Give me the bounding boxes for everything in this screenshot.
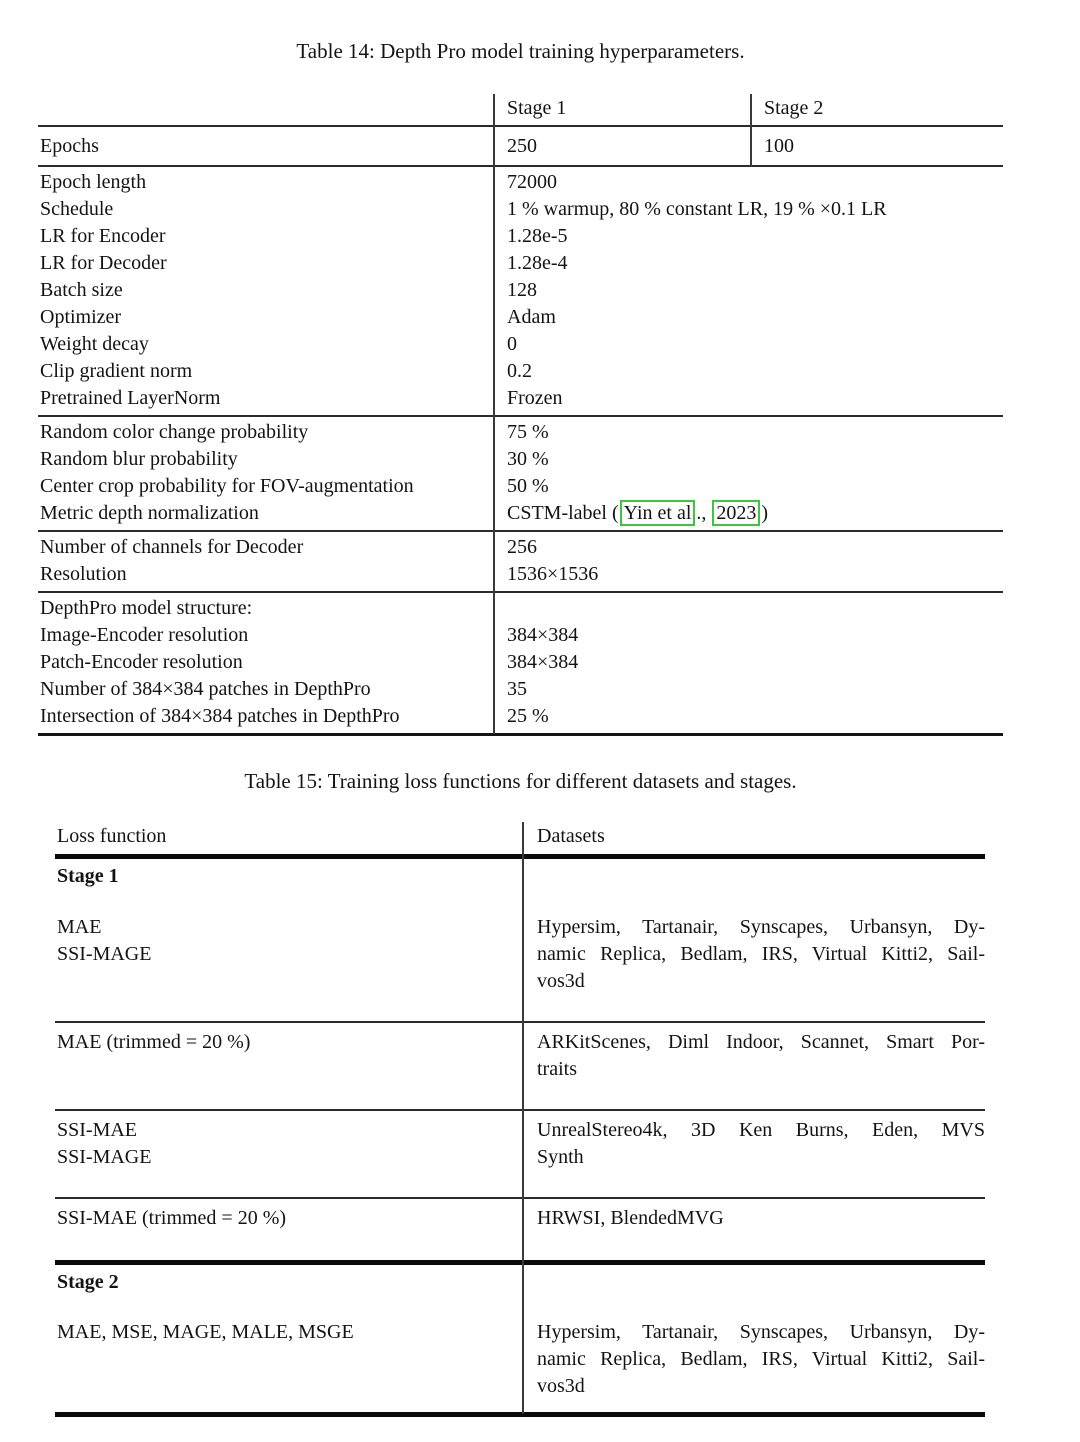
row-value-stage1: 250 [507, 134, 537, 157]
loss-cell [55, 1117, 522, 1171]
column-header-stage2: Stage 2 [764, 97, 824, 119]
column-divider [522, 822, 524, 1414]
loss-line: SSI-MAGE [57, 942, 152, 965]
dataset-line: namic Replica, Bedlam, IRS, Virtual Kitti2, Sail- [537, 1347, 985, 1370]
row-value: 0 [507, 333, 517, 355]
augmentation-block [38, 417, 1003, 530]
row-value: 384×384 [507, 651, 579, 673]
column-header-stage1: Stage 1 [507, 97, 567, 119]
stage1-section-header: Stage 1 [57, 864, 119, 887]
loss-line: MAE, MSE, MAGE, MALE, MSGE [57, 1320, 354, 1343]
row-value: 1536×1536 [507, 563, 599, 585]
row-label: Patch-Encoder resolution [40, 651, 243, 673]
row-label: Image-Encoder resolution [40, 624, 249, 646]
table-row [38, 277, 1003, 304]
row-value-stage2: 100 [764, 134, 794, 157]
stage2-section-header: Stage 2 [57, 1270, 119, 1293]
row-value: Frozen [507, 387, 563, 409]
row-value: 384×384 [507, 624, 579, 646]
citation-suffix: ) [761, 502, 769, 524]
table-row [38, 500, 1003, 527]
table-row [38, 473, 1003, 500]
loss-line: SSI-MAE [57, 1118, 138, 1141]
row-value: 30 % [507, 448, 549, 470]
citation-prefix: CSTM-label ( [507, 502, 619, 524]
dataset-line: Synth [537, 1145, 584, 1168]
decoder-block [38, 532, 1003, 591]
row-value: 35 [507, 678, 527, 700]
loss-line: SSI-MAE (trimmed = 20 %) [57, 1206, 287, 1229]
row-label: Batch size [40, 279, 123, 301]
row-label: Number of 384×384 patches in DepthPro [40, 678, 371, 700]
row-label: Intersection of 384×384 patches in DepthPro [40, 705, 400, 727]
dataset-line: Hypersim, Tartanair, Synscapes, Urbansyn, Dy- [537, 1320, 985, 1343]
row-value: 1 % warmup, 80 % constant LR, 19 % ×0.1 LR [507, 198, 887, 220]
dataset-line: namic Replica, Bedlam, IRS, Virtual Kitti2, Sail- [537, 942, 985, 965]
column-header-loss: Loss function [57, 825, 167, 847]
table-row [38, 223, 1003, 250]
table-row [55, 1315, 985, 1412]
dataset-line: vos3d [537, 1374, 585, 1397]
row-label: Schedule [40, 198, 114, 220]
dataset-line: vos3d [537, 969, 585, 992]
table-row [55, 909, 985, 1021]
row-label: Metric depth normalization [40, 502, 259, 524]
row-label: Number of channels for Decoder [40, 536, 304, 558]
table-row [38, 250, 1003, 277]
row-value [493, 595, 1003, 622]
row-value: 1.28e-4 [507, 252, 568, 274]
table-row [38, 676, 1003, 703]
row-value: Adam [507, 306, 556, 328]
table15 [55, 820, 985, 1417]
table-row [55, 1111, 985, 1197]
datasets-cell [522, 914, 985, 995]
table14-caption: Table 14: Depth Pro model training hyperparameters. [296, 39, 745, 63]
row-label: Optimizer [40, 306, 122, 328]
table-row [38, 169, 1003, 196]
column-divider [750, 94, 752, 167]
row-label: Weight decay [40, 333, 149, 355]
row-value: 50 % [507, 475, 549, 497]
dataset-line: ARKitScenes, Diml Indoor, Scannet, Smart Por- [537, 1030, 985, 1053]
citation-link-year[interactable]: 2023 [712, 500, 760, 526]
table-row [38, 196, 1003, 223]
column-header-datasets: Datasets [537, 825, 605, 847]
datasets-cell [522, 1117, 985, 1171]
table-row [38, 304, 1003, 331]
row-label: Pretrained LayerNorm [40, 387, 221, 409]
table-row [38, 419, 1003, 446]
row-value: 25 % [507, 705, 549, 727]
table15-caption: Table 15: Training loss functions for different datasets and stages. [244, 768, 797, 793]
row-label: Center crop probability for FOV-augmentation [40, 475, 414, 497]
datasets-cell [522, 1319, 985, 1400]
row-label: Epochs [40, 134, 99, 157]
datasets-cell [522, 1029, 985, 1083]
table14 [38, 92, 1003, 736]
row-value: 128 [507, 279, 537, 301]
row-label: Random blur probability [40, 448, 238, 470]
loss-line: MAE [57, 915, 102, 938]
table-row [38, 331, 1003, 358]
row-value: 75 % [507, 421, 549, 443]
table-row [38, 385, 1003, 412]
row-label: Clip gradient norm [40, 360, 193, 382]
row-value: 0.2 [507, 360, 532, 382]
column-divider [493, 94, 495, 734]
loss-cell [55, 1029, 522, 1083]
table-row [38, 127, 1003, 165]
table-row [38, 561, 1003, 588]
citation-link-authors[interactable]: Yin et al [620, 500, 696, 526]
datasets-cell [522, 1205, 985, 1232]
row-label: LR for Decoder [40, 252, 167, 274]
table-row [55, 1199, 985, 1260]
row-label: DepthPro model structure: [40, 597, 253, 619]
table-row [38, 622, 1003, 649]
dataset-line: Hypersim, Tartanair, Synscapes, Urbansyn, Dy- [537, 915, 985, 938]
table-row [38, 595, 1003, 622]
table-row [38, 358, 1003, 385]
row-value: 72000 [507, 171, 557, 193]
table14-header-row [38, 92, 1003, 125]
loss-cell [55, 1205, 522, 1232]
loss-cell [55, 914, 522, 995]
row-value: 256 [507, 536, 537, 558]
table-bottom-rule [55, 1412, 985, 1417]
table-row [38, 649, 1003, 676]
training-block [38, 167, 1003, 415]
table-bottom-rule [38, 733, 1003, 736]
dataset-line: UnrealStereo4k, 3D Ken Burns, Eden, MVS [537, 1118, 985, 1141]
table-row [38, 703, 1003, 730]
row-label: LR for Encoder [40, 225, 166, 247]
table-row [55, 1023, 985, 1109]
dataset-line: HRWSI, BlendedMVG [537, 1206, 724, 1229]
row-value-citation [493, 500, 1003, 527]
row-label: Random color change probability [40, 421, 309, 443]
row-label: Resolution [40, 563, 127, 585]
table-row [38, 446, 1003, 473]
loss-cell [55, 1319, 522, 1400]
loss-line: SSI-MAGE [57, 1145, 152, 1168]
loss-line: MAE (trimmed = 20 %) [57, 1030, 251, 1053]
row-value: 1.28e-5 [507, 225, 568, 247]
table15-header-row [55, 820, 985, 854]
dataset-line: traits [537, 1057, 577, 1080]
table-row [38, 534, 1003, 561]
row-label: Epoch length [40, 171, 147, 193]
citation-separator: ., [696, 502, 712, 524]
structure-block [38, 593, 1003, 733]
